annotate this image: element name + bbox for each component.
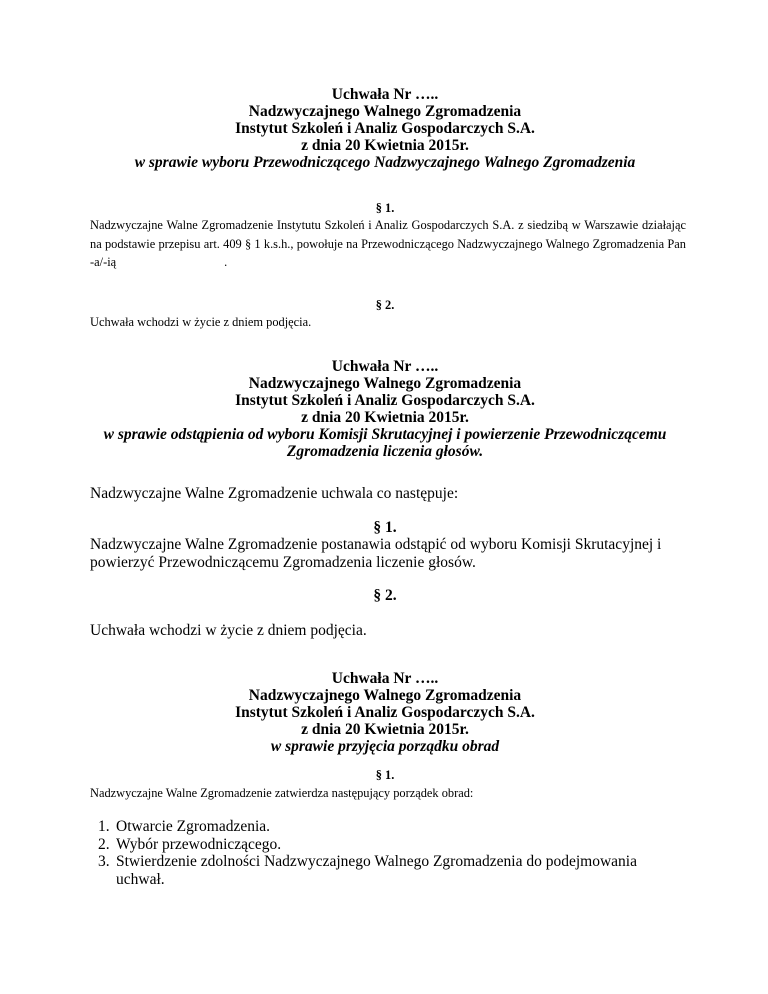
assembly-name: Nadzwyczajnego Walnego Zgromadzenia (248, 687, 522, 704)
resolution-2-intro: Nadzwyczajne Walne Zgromadzenie uchwala co następuje: (90, 485, 459, 502)
resolution-1-section-2-sign: § 2. (375, 298, 395, 312)
resolution-3-section-1-text: Nadzwyczajne Walne Zgromadzenie zatwierdza następujący porządek obrad: (90, 786, 474, 800)
resolution-2-section-1-text (90, 536, 690, 572)
company-name: Instytut Szkoleń i Analiz Gospodarczych S.A. (235, 704, 535, 721)
resolution-1-section-1-text (90, 216, 686, 272)
agenda-item (90, 818, 670, 836)
resolution-number: Uchwała Nr ….. (331, 670, 439, 687)
agenda-item (90, 853, 670, 888)
resolution-2-section-2-sign: § 2. (373, 587, 397, 604)
resolution-number: Uchwała Nr ….. (331, 358, 439, 375)
section-line-2: powierzyć Przewodniczącemu Zgromadzenia liczenie głosów. (90, 554, 476, 571)
resolution-1-title (90, 86, 680, 154)
resolution-3-title (90, 670, 680, 738)
resolution-3-section-1-sign: § 1. (375, 768, 395, 782)
resolution-date: z dnia 20 Kwietnia 2015r. (301, 137, 469, 154)
agenda-item-number: 2. (98, 835, 110, 853)
resolution-date: z dnia 20 Kwietnia 2015r. (301, 409, 469, 426)
agenda-list (90, 818, 670, 888)
agenda-item-number: 3. (98, 853, 110, 870)
resolution-date: z dnia 20 Kwietnia 2015r. (301, 721, 469, 738)
agenda-item (90, 836, 670, 854)
agenda-item-number: 1. (98, 818, 110, 835)
resolution-1-subject: w sprawie wyboru Przewodniczącego Nadzwyczajnego Walnego Zgromadzenia (134, 154, 636, 171)
subject-line-1: w sprawie odstąpienia od wyboru Komisji Skrutacyjnej i powierzenie Przewodniczącemu (103, 426, 667, 443)
resolution-2-subject (60, 426, 710, 460)
company-name: Instytut Szkoleń i Analiz Gospodarczych S.A. (235, 392, 535, 409)
agenda-item-text: Wybór przewodniczącego. (116, 835, 282, 853)
section-tail: . (224, 255, 228, 269)
resolution-1-section-1-sign: § 1. (375, 201, 395, 215)
section-line-1: Nadzwyczajne Walne Zgromadzenie postanawia odstąpić od wyboru Komisji Skrutacyjnej i (90, 536, 662, 553)
resolution-number: Uchwała Nr ….. (331, 86, 439, 103)
resolution-2-section-2-text: Uchwała wchodzi w życie z dniem podjęcia. (90, 622, 367, 639)
resolution-2-title (90, 358, 680, 426)
resolution-2-section-1-sign: § 1. (373, 519, 397, 536)
resolution-1-section-2-text: Uchwała wchodzi w życie z dniem podjęcia. (90, 315, 312, 329)
section-text: Nadzwyczajne Walne Zgromadzenie Instytutu Szkoleń i Analiz Gospodarczych S.A. z siedzibą w Warszawie działając na podstawie przepisu art. 409 § 1 k.s.h., powołuje na Przewodniczącego Nadzwyczajnego Walnego Zgromadzenia Pan -a/-ią (90, 218, 686, 269)
subject-line-2: Zgromadzenia liczenia głosów. (286, 443, 484, 460)
resolution-3-subject: w sprawie przyjęcia porządku obrad (270, 738, 500, 755)
assembly-name: Nadzwyczajnego Walnego Zgromadzenia (248, 375, 522, 392)
assembly-name: Nadzwyczajnego Walnego Zgromadzenia (248, 103, 522, 120)
agenda-item-text: Stwierdzenie zdolności Nadzwyczajnego Walnego Zgromadzenia do podejmowania uchwał. (116, 853, 637, 888)
agenda-item-text: Otwarcie Zgromadzenia. (116, 818, 271, 835)
company-name: Instytut Szkoleń i Analiz Gospodarczych S.A. (235, 120, 535, 137)
